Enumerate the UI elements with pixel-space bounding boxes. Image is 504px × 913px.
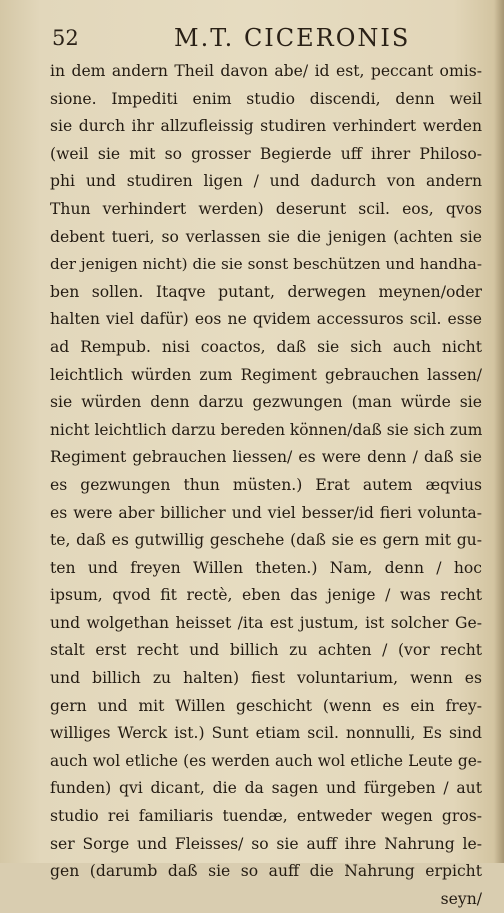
- running-head: M.T. CICERONIS: [174, 24, 411, 52]
- text-line: Thun verhindert werden) deserunt scil. eos, qvos: [50, 199, 482, 218]
- text-line: Regiment gebrauchen liessen/ es were denn / daß sie: [50, 448, 482, 467]
- text-line: nicht leichtlich darzu bereden können/daß sie sich zum: [50, 420, 483, 439]
- text-line: in dem andern Theil davon abe/ id est, peccant omis-: [50, 62, 482, 80]
- text-line: (weil sie mit so grosser Begierde uff ihrer Philoso-: [50, 144, 482, 163]
- text-line: und billich zu halten) fiest voluntarium, wenn es: [50, 669, 482, 688]
- text-line: phi und studiren ligen / und dadurch von andern: [50, 172, 482, 191]
- body-text: [50, 58, 482, 913]
- page-number: 52: [52, 26, 79, 50]
- text-line: und wolgethan heisset /ita est justum, ist solcher Ge-: [50, 613, 482, 632]
- text-line: funden) qvi dicant, die da sagen und fürgeben / aut: [50, 779, 482, 798]
- text-line: leichtlich würden zum Regiment gebrauchen lassen/: [50, 365, 482, 384]
- text-line: stalt erst recht und billich zu achten / (vor recht: [50, 641, 482, 660]
- text-line: sie würden denn darzu gezwungen (man würde sie: [50, 393, 482, 412]
- text-line: sione. Impediti enim studio discendi, denn weil: [50, 89, 482, 108]
- text-line: williges Werck ist.) Sunt etiam scil. nonnulli, Es sind: [50, 724, 482, 743]
- catchword: seyn/: [440, 889, 482, 908]
- text-line: debent tueri, so verlassen sie die jenigen (achten sie: [50, 227, 482, 246]
- text-line: studio rei familiaris tuendæ, entweder wegen gros-: [50, 807, 482, 826]
- text-line: ten und freyen Willen theten.) Nam, denn / hoc: [50, 558, 482, 577]
- text-line: ser Sorge und Fleisses/ so sie auff ihre Nahrung le-: [50, 834, 482, 853]
- page-header: [52, 22, 492, 52]
- text-line: auch wol etliche (es werden auch wol etliche Leute ge-: [50, 751, 482, 770]
- text-line: ad Rempub. nisi coactos, daß sie sich auch nicht: [50, 337, 482, 356]
- text-line: halten viel dafür) eos ne qvidem accessuros scil. esse: [50, 310, 482, 329]
- text-line: der jenigen nicht) die sie sonst beschützen und handha-: [50, 255, 482, 274]
- text-line: gern und mit Willen geschicht (wenn es ein frey-: [50, 696, 482, 715]
- text-line: es were aber billicher und viel besser/id fieri volunta-: [50, 503, 482, 522]
- text-line: es gezwungen thun müsten.) Erat autem æqvius: [50, 475, 482, 494]
- text-line: ben sollen. Itaqve putant, derwegen meynen/oder: [50, 282, 482, 301]
- text-line: gen (darumb daß sie so auff die Nahrung erpicht: [50, 862, 482, 881]
- page-edge-shadow: [494, 0, 504, 863]
- text-line: sie durch ihr allzufleissig studiren verhindert werden: [50, 117, 482, 136]
- text-line: ipsum, qvod fit rectè, eben das jenige / was recht: [50, 586, 482, 605]
- text-line: te, daß es gutwillig geschehe (daß sie es gern mit gu-: [50, 531, 482, 550]
